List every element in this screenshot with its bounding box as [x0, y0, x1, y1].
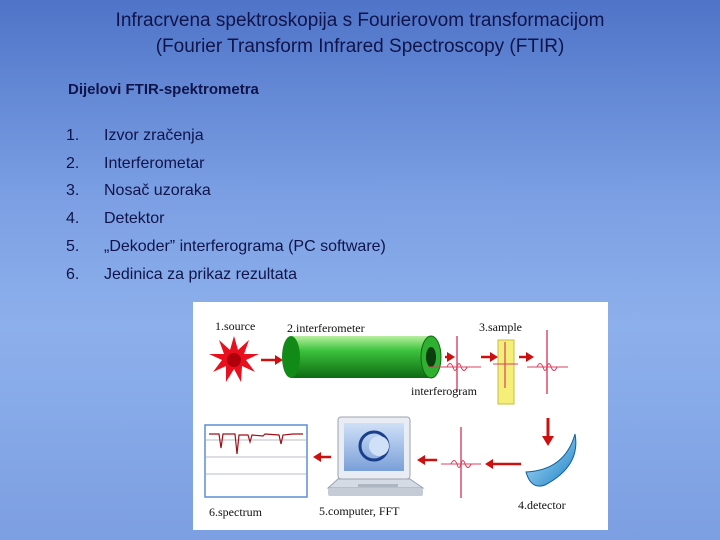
computer-label: 5.computer, FFT	[319, 504, 400, 518]
list-label: Nosač uzoraka	[104, 182, 211, 200]
sample-holder-icon	[498, 340, 514, 404]
interferogram-signal-icon	[527, 330, 568, 394]
ftir-diagram-graphics	[193, 302, 608, 530]
list-label: Detektor	[104, 210, 165, 228]
list-item	[66, 233, 386, 261]
list-number: 3.	[66, 182, 80, 200]
list-number: 5.	[66, 238, 80, 256]
list-label: „Dekoder” interferograma (PC software)	[104, 238, 386, 256]
title-line-2: (Fourier Transform Infrared Spectroscopy (FTIR)	[155, 36, 565, 57]
spectrum-label: 6.spectrum	[209, 505, 262, 519]
computer-icon	[328, 417, 423, 496]
list-item	[66, 178, 386, 206]
beam-arrow-icon	[417, 455, 437, 465]
ftir-diagram	[193, 302, 608, 530]
radiation-source-icon	[209, 336, 259, 382]
sample-label: 3.sample	[479, 320, 522, 334]
list-label: Jedinica za prikaz rezultata	[104, 265, 297, 283]
list-item	[66, 122, 386, 150]
beam-arrow-icon	[542, 418, 554, 446]
list-item	[66, 205, 386, 233]
list-label: Izvor zračenja	[104, 126, 204, 144]
source-label: 1.source	[215, 319, 256, 333]
list-number: 4.	[66, 210, 80, 228]
list-label: Interferometar	[104, 154, 205, 172]
beam-arrow-icon	[485, 459, 521, 469]
detector-icon	[526, 434, 576, 486]
list-number: 1.	[66, 126, 80, 144]
beam-arrow-icon	[261, 355, 283, 365]
list-item	[66, 150, 386, 178]
list-number: 2.	[66, 154, 80, 172]
section-subtitle: Dijelovi FTIR-spektrometra	[68, 81, 259, 98]
beam-arrow-icon	[481, 352, 498, 362]
interferogram-signal-icon	[441, 427, 481, 498]
list-item	[66, 261, 386, 289]
beam-arrow-icon	[445, 352, 455, 362]
interferogram-label: interferogram	[411, 384, 477, 398]
slide-title	[0, 8, 720, 60]
interferometer-icon	[282, 336, 441, 378]
spectrum-plot-icon	[205, 425, 307, 497]
detector-label: 4.detector	[518, 498, 566, 512]
title-line-1: Infracrvena spektroskopija s Fourierovom transformacijom	[115, 10, 605, 31]
interferometer-label: 2.interferometer	[287, 321, 365, 335]
list-number: 6.	[66, 265, 80, 283]
components-list	[66, 122, 386, 289]
beam-arrow-icon	[313, 452, 331, 462]
beam-arrow-icon	[519, 352, 534, 362]
